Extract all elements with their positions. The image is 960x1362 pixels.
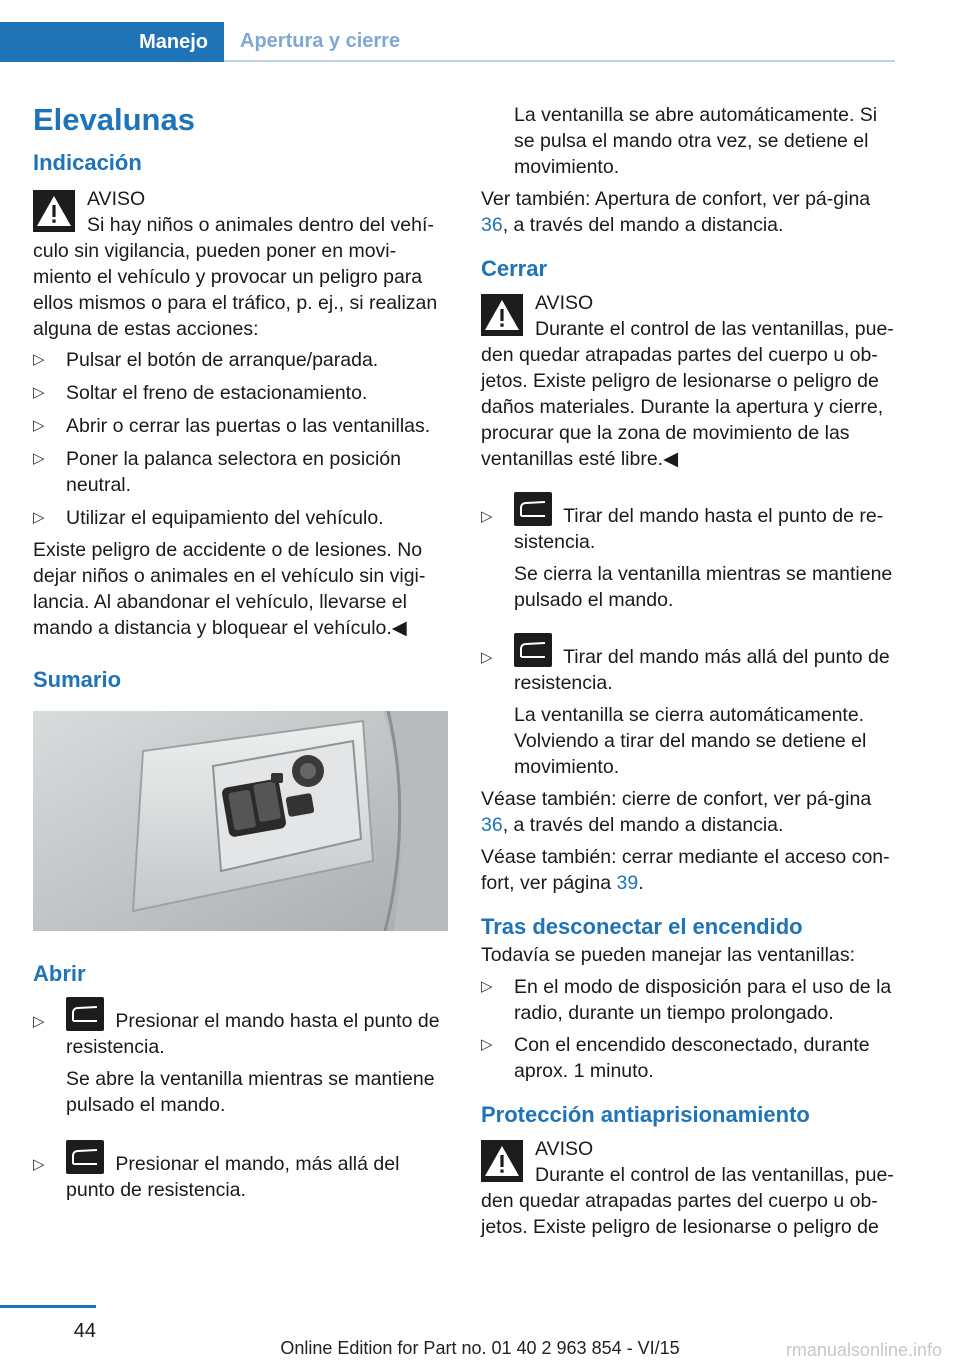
window-switch-icon [514, 492, 552, 526]
page-number: 44 [73, 1320, 96, 1342]
warning-title: AVISO [535, 1138, 594, 1160]
list-item-subtext: Se cierra la ventanilla mientras se mantiene pulsado el mando. [514, 563, 893, 611]
bullet-triangle-icon: ▷ [481, 508, 493, 525]
warning-closing: Existe peligro de accidente o de lesiones. No dejar niños o animales en el vehículo sin vigi-lancia. Al abandonar el vehículo, llevarse el mando a distancia y bloquear el vehículo.◀ [33, 539, 426, 639]
heading-cerrar: Cerrar [481, 256, 548, 281]
heading-sumario: Sumario [33, 667, 122, 692]
see-also-paragraph [481, 786, 896, 838]
bullet-triangle-icon: ▷ [33, 351, 45, 368]
header-bar [0, 22, 895, 62]
warning-triangle-icon [481, 294, 523, 336]
bullet-triangle-icon: ▷ [33, 1013, 45, 1030]
bullet-list [33, 347, 448, 531]
bullet-list [481, 974, 896, 1084]
heading-proteccion: Protección antiaprisionamiento [481, 1102, 810, 1127]
list-item [33, 505, 448, 531]
see-also-text: Ver también: Apertura de confort, ver pá-gina [481, 188, 871, 210]
page-link[interactable]: 39 [616, 872, 639, 894]
window-switch-icon [66, 1140, 104, 1174]
warning-text: Durante el control de las ventanillas, pue-den quedar atrapadas partes del cuerpo u ob-jetos. Existe peligro de lesionarse o peligro de [481, 1164, 894, 1238]
list-item [481, 974, 896, 1026]
see-also-paragraph [481, 844, 896, 896]
see-also-paragraph [481, 186, 896, 238]
warning-text: Si hay niños o animales dentro del vehí-culo sin vigilancia, pueden poner en movi-miento el vehículo y provocar un peligro para ellos mismos o para el tráfico, p. ej., si realizan alguna de estas acciones: [33, 214, 438, 340]
warning-title: AVISO [87, 188, 146, 210]
list-item [33, 413, 448, 439]
abrir-continuation: La ventanilla se abre automáticamente. Si se pulsa el mando otra vez, se detiene el movimiento. [514, 104, 878, 178]
heading-abrir: Abrir [33, 961, 86, 986]
see-also-text: Véase también: cerrar mediante el acceso con-fort, ver página [481, 846, 890, 894]
window-switch-icon [514, 633, 552, 667]
list-item [33, 380, 448, 406]
warning-block [481, 290, 896, 472]
see-also-text: Véase también: cierre de confort, ver pá-gina [481, 788, 872, 810]
see-also-text: , a través del mando a distancia. [502, 814, 784, 836]
heading-indicacion: Indicación [33, 150, 142, 175]
list-item-text: Soltar el freno de estacionamiento. [66, 382, 368, 404]
list-item-subtext: Se abre la ventanilla mientras se mantiene pulsado el mando. [66, 1068, 435, 1116]
bullet-triangle-icon: ▷ [481, 1036, 493, 1053]
edition-footer: Online Edition for Part no. 01 40 2 963 854 - VI/15 [280, 1338, 680, 1358]
list-item-text: Poner la palanca selectora en posición neutral. [66, 448, 401, 496]
list-item [481, 492, 896, 613]
bullet-triangle-icon: ▷ [33, 1156, 45, 1173]
list-item [33, 1140, 448, 1203]
list-item [481, 633, 896, 780]
bullet-triangle-icon: ▷ [481, 978, 493, 995]
page-link[interactable]: 36 [481, 214, 503, 236]
bullet-triangle-icon: ▷ [481, 649, 493, 666]
window-switch-icon [66, 997, 104, 1031]
list-item-text: Presionar el mando, más allá del punto de resistencia. [66, 1153, 400, 1201]
section-tab-manejo[interactable]: Manejo [0, 22, 224, 62]
right-column [481, 102, 896, 1240]
list-item [33, 997, 448, 1118]
see-also-text: , a través del mando a distancia. [502, 214, 784, 236]
list-item-text: En el modo de disposición para el uso de la radio, durante un tiempo prolongado. [514, 976, 892, 1024]
page-link[interactable]: 36 [481, 814, 503, 836]
bullet-triangle-icon: ▷ [33, 509, 45, 526]
warning-triangle-icon [481, 1140, 523, 1182]
list-item [33, 446, 448, 498]
bullet-triangle-icon: ▷ [33, 450, 45, 467]
heading-tras-desconectar: Tras desconectar el encendido [481, 914, 803, 939]
see-also-text: . [638, 872, 644, 894]
list-item [481, 1032, 896, 1084]
list-item-text: Abrir o cerrar las puertas o las ventanillas. [66, 415, 431, 437]
warning-title: AVISO [535, 292, 594, 314]
watermark: rmanualsonline.info [785, 1340, 942, 1360]
list-item-text: Con el encendido desconectado, durante aprox. 1 minuto. [514, 1034, 870, 1082]
footer-rule [0, 1305, 96, 1308]
bullet-list [33, 997, 448, 1203]
left-column [33, 96, 448, 1203]
warning-block [481, 1136, 896, 1240]
page-title: Elevalunas [33, 102, 195, 137]
list-item [33, 347, 448, 373]
warning-text: Durante el control de las ventanillas, pue-den quedar atrapadas partes del cuerpo u ob-jetos. Existe peligro de lesionarse o peligro de daños materiales. Durante la apertura y cierre, procurar que la zona de movimiento de las ventanillas esté libre.◀ [481, 318, 894, 470]
list-item-text: Pulsar el botón de arranque/parada. [66, 349, 379, 371]
warning-triangle-icon [33, 190, 75, 232]
list-item-text: Presionar el mando hasta el punto de resistencia. [66, 1010, 440, 1058]
list-item-subtext: La ventanilla se cierra automáticamente. Volviendo a tirar del mando se detiene el movimiento. [514, 704, 867, 778]
list-item-text: Utilizar el equipamiento del vehículo. [66, 507, 384, 529]
tras-intro: Todavía se pueden manejar las ventanillas: [481, 944, 855, 966]
bullet-triangle-icon: ▷ [33, 417, 45, 434]
warning-block [33, 186, 448, 342]
list-item-text: Tirar del mando hasta el punto de re-sistencia. [514, 505, 884, 553]
list-item-text: Tirar del mando más allá del punto de resistencia. [514, 646, 890, 694]
bullet-triangle-icon: ▷ [33, 384, 45, 401]
section-tab-apertura[interactable]: Apertura y cierre [224, 22, 895, 62]
door-switch-photo [33, 711, 448, 931]
bullet-list [481, 492, 896, 780]
